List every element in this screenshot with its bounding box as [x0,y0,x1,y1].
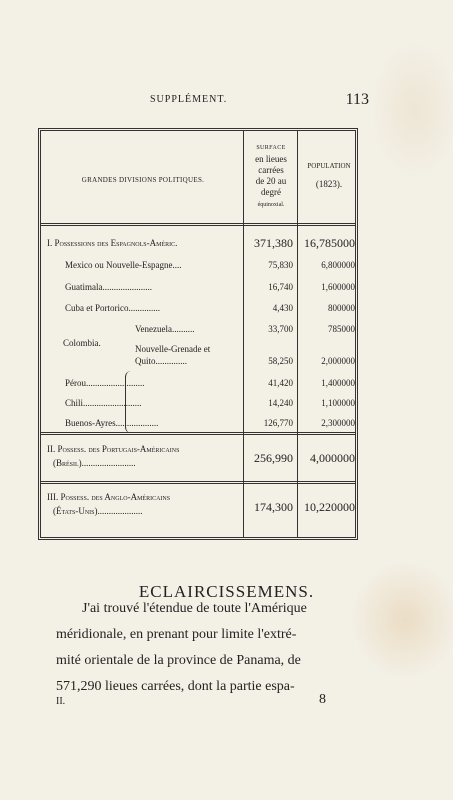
body-paragraph [56,596,366,700]
page-number: 113 [345,91,369,108]
body-line: 571,290 lieues carrées, dont la partie espa- [56,679,295,694]
section-title: ECLAIRCISSEMENS. [138,582,315,601]
sheet-number: 8 [319,692,326,707]
running-title: SUPPLÉMENT. [150,94,228,105]
column-divider [243,131,244,537]
column-divider [297,131,298,537]
colombia-label: Colombia. [63,338,101,348]
header-divider [41,223,355,226]
section-divider [41,432,355,435]
column-header-population: POPULATION (1823). [307,162,351,189]
statistics-table: GRANDES DIVISIONS POLITIQUES. SURFACE en lieues carrées de 20 au degré équinoxial. POPULATION (1823). I. Possessions des Espagnols-Améric. 371,380 16,785000 Mexico ou Nouvelle-Espagne.... 75,830 6,800000 Guatimala...................... 16,740 1,600000 Cuba et Portorico.............. 4,430 800000 Colombia. Venezuela.......... 33,700 785000 Nouvelle-Grenade et Quito.............. 58,250 2,000000 Pérou.......................... 41,420 1,400000 Chili.......................... 14,240 1,100000 Buenos-Ayres................... 126,770 2,300000 II. Possess. des Portugais-Américains (Brésil)........................ 256,990 4,000000 III. Possess. des Anglo-Américains (États-Unis).................... 174,300 10,220000 [38,128,358,540]
body-line: mité orientale de la province de Panama, de [56,653,301,668]
column-header-surface: SURFACE en lieues carrées de 20 au degré équinoxial. [255,145,287,208]
column-header-divisions: GRANDES DIVISIONS POLITIQUES. [81,176,205,184]
page-header [150,91,369,110]
body-line: méridionale, en prenant pour limite l'extré- [56,627,297,642]
body-line: J'ai trouvé l'étendue de toute l'Amérique [82,601,307,616]
section-divider [41,481,355,484]
signature-mark: II. [56,696,66,707]
paper-stain [370,40,453,180]
page-footer [56,694,326,712]
